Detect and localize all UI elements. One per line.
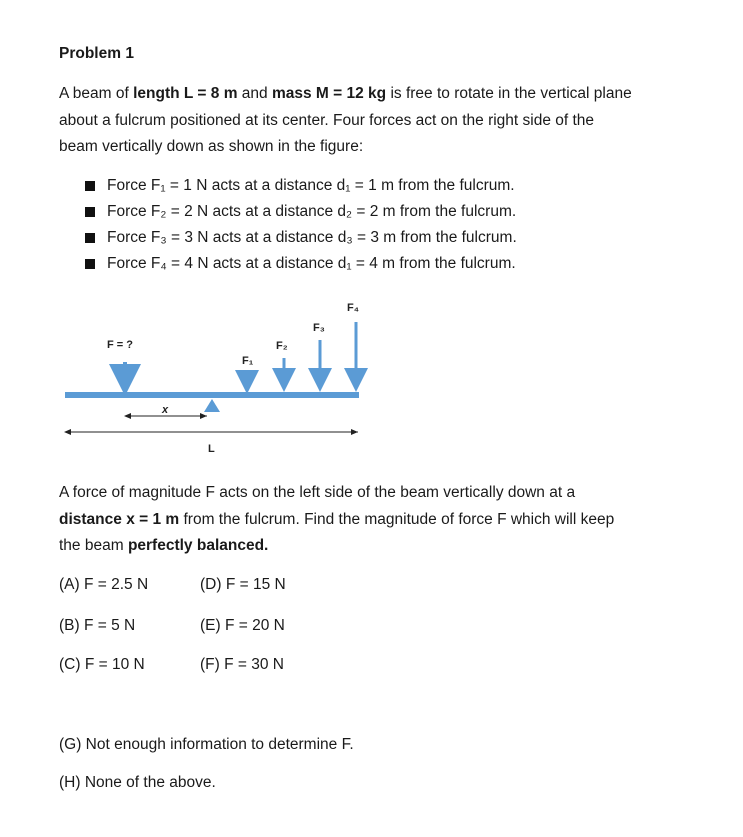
option-a: (A) F = 2.5 N [59, 576, 149, 593]
question-line-3: the beam perfectly balanced. [59, 537, 269, 554]
bullet-icon [85, 233, 95, 243]
f3-label: F₃ [313, 322, 325, 334]
fulcrum [204, 399, 220, 412]
l-label: L [208, 443, 215, 455]
option-c: (C) F = 10 N [59, 656, 145, 673]
beam-figure [55, 292, 375, 462]
force-item-3: Force F₃ = 3 N acts at a distance d₃ = 3 m from the fulcrum. [85, 229, 517, 247]
bullet-icon [85, 259, 95, 269]
force-item-1: Force F₁ = 1 N acts at a distance d₁ = 1 m from the fulcrum. [85, 177, 515, 195]
bullet-icon [85, 181, 95, 191]
intro-line-2: about a fulcrum positioned at its center. Four forces act on the right side of the [59, 112, 595, 129]
option-e: (E) F = 20 N [200, 617, 285, 634]
x-label: x [162, 404, 169, 416]
intro-line-3: beam vertically down as shown in the figure: [59, 138, 364, 155]
bullet-icon [85, 207, 95, 217]
option-d: (D) F = 15 N [200, 576, 286, 593]
force-item-2: Force F₂ = 2 N acts at a distance d₂ = 2 m from the fulcrum. [85, 203, 516, 221]
f1-label: F₁ [242, 355, 254, 367]
f2-label: F₂ [276, 340, 288, 352]
unknown-force-label: F = ? [107, 339, 133, 351]
beam-diagram [55, 292, 375, 462]
problem-title: Problem 1 [59, 45, 134, 62]
question-line-2: distance x = 1 m from the fulcrum. Find the magnitude of force F which will keep [59, 511, 615, 528]
intro-line-1: A beam of length L = 8 m and mass M = 12 kg is free to rotate in the vertical plane [59, 85, 632, 102]
beam [65, 392, 359, 398]
option-f: (F) F = 30 N [200, 656, 284, 673]
option-b: (B) F = 5 N [59, 617, 136, 634]
question-line-1: A force of magnitude F acts on the left side of the beam vertically down at a [59, 484, 576, 501]
option-g: (G) Not enough information to determine F. [59, 736, 354, 753]
force-item-4: Force F₄ = 4 N acts at a distance d₁ = 4 m from the fulcrum. [85, 255, 516, 273]
f4-label: F₄ [347, 302, 359, 314]
option-h: (H) None of the above. [59, 774, 216, 791]
